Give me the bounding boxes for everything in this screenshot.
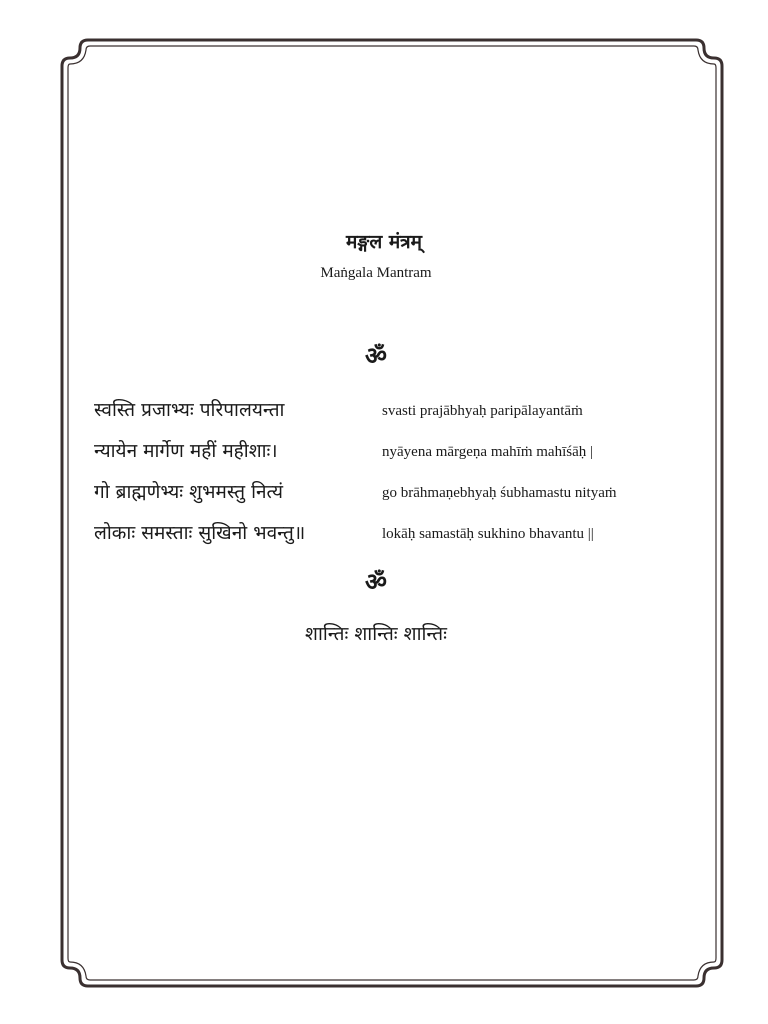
closing-shanti: शान्तिः शान्तिः शान्तिः xyxy=(305,623,447,645)
verse-sanskrit: न्यायेन मार्गेण महीं महीशाः। xyxy=(94,440,278,462)
verse-line xyxy=(0,476,768,514)
verse-sanskrit: लोकाः समस्ताः सुखिनो भवन्तु॥ xyxy=(94,522,306,544)
title-sanskrit: मङ्गल मंत्रम् xyxy=(345,231,423,253)
verse-sanskrit: स्वस्ति प्रजाभ्यः परिपालयन्ता xyxy=(94,399,285,421)
verse-line xyxy=(0,394,768,432)
verse-transliteration: svasti prajābhyaḥ paripālayantāṁ xyxy=(382,403,583,419)
verse-line xyxy=(0,517,768,555)
title-english: Maṅgala Mantram xyxy=(320,265,432,281)
verse-line xyxy=(0,435,768,473)
verse-sanskrit: गो ब्राह्मणेभ्यः शुभमस्तु नित्यं xyxy=(94,481,284,503)
verse-transliteration: nyāyena mārgeṇa mahīṁ mahīśāḥ | xyxy=(382,444,593,460)
om-icon: ॐ xyxy=(365,568,387,596)
verse-transliteration: go brāhmaṇebhyaḥ śubhamastu nityaṁ xyxy=(382,485,617,501)
om-icon: ॐ xyxy=(365,342,387,370)
verse-transliteration: lokāḥ samastāḥ sukhino bhavantu || xyxy=(382,526,594,542)
